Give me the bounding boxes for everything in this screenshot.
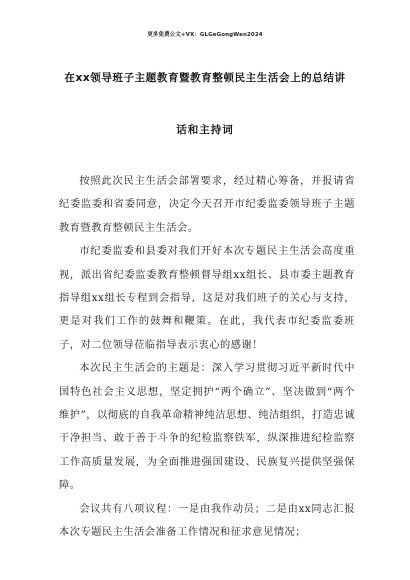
paragraph-acknowledgement: 市纪委监委和县委对我们开好本次专题民主生活会高度重视，派出省纪委监委教育整顿督导组xx组长、县市委主题教育指导组xx组长专程到会指导，这是对我们班子的关心与支持，更是对我们工作的鼓舞和鞭策。在此，我代表市纪委监委班子，对二位领导莅临指导表示衷心的感谢！ — [59, 246, 355, 351]
header-note: 更多免费公文+VX：GLGeGongWen2024 — [147, 32, 263, 38]
paragraph-opening: 按照此次民主生活会部署要求，经过精心筹备，并报请省纪委监委和省委同意，决定今天召开市纪委监委领导班子主题教育暨教育整顿民主生活会。 — [59, 176, 355, 234]
document-title-continued: 话和主持词 — [176, 124, 234, 136]
document-title: 在xx领导班子主题教育暨教育整顿民主生活会上的总结讲 — [64, 72, 346, 84]
paragraph-theme: 本次民主生活会的主题是：深入学习贯彻习近平新时代中国特色社会主义思想，坚定拥护“两个确立”、坚决做到“两个维护”，以彻底的自我革命精神纯洁思想、纯洁组织，打造忠诚干净担当、敢于善于斗争的纪检监察铁军，纵深推进纪检监察工作高质量发展，为全面推进强国建设、民族复兴提供坚强保障。 — [59, 363, 355, 492]
document-body — [59, 170, 355, 545]
paragraph-agenda: 会议共有八项议程：一是由我作动员；二是由xx同志汇报本次专题民主生活会准备工作情况和征求意见情况； — [59, 503, 355, 539]
